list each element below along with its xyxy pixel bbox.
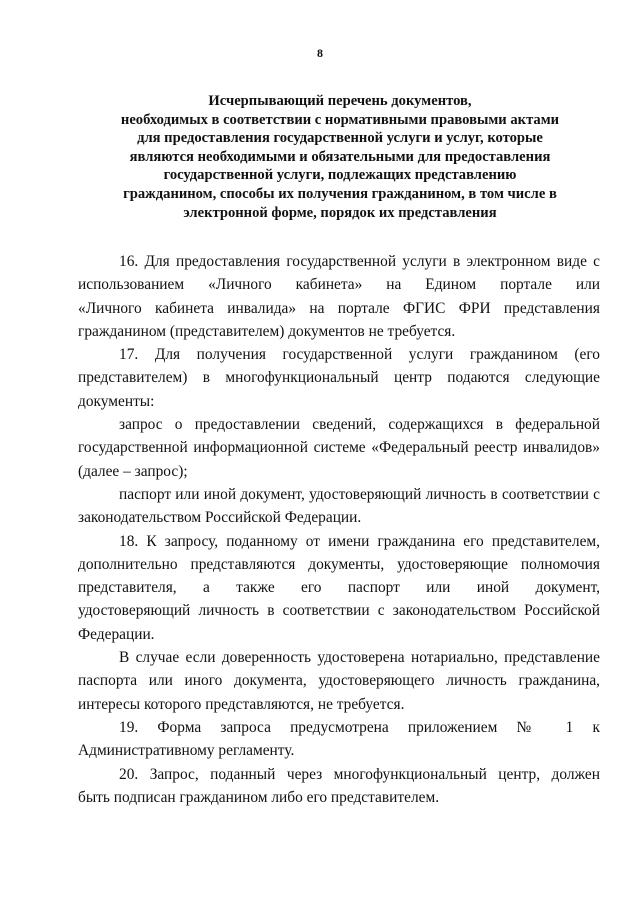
paragraph-20	[78, 763, 600, 810]
text-line: «Личного кабинета инвалида» на портале ФГИС ФРИ представления	[78, 299, 600, 317]
paragraph-18	[78, 530, 600, 646]
text-line: 19. Форма запроса предусмотрена приложением № 1 к	[119, 718, 600, 736]
text-line: В случае если доверенность удостоверена нотариально, представление	[119, 649, 600, 667]
text-line: законодательством Российской Федерации.	[78, 509, 362, 527]
text-line: паспорта или иного документа, удостоверяющего личность гражданина,	[78, 672, 600, 690]
page-number: 8	[317, 46, 323, 60]
text-line: (далее – запрос);	[78, 462, 188, 480]
title-line: государственной услуги, подлежащих представлению	[163, 167, 517, 184]
title-line: электронной форме, порядок их представления	[183, 204, 497, 221]
text-line: 18. К запросу, поданному от имени гражданина его представителем,	[119, 532, 600, 550]
title-line: необходимых в соответствии с нормативными правовыми актами	[120, 111, 560, 128]
text-line: представителем) в многофункциональный центр подаются следующие	[78, 369, 600, 387]
text-line: удостоверяющий личность в соответствии с законодательством Российской	[78, 602, 600, 620]
paragraph-17	[78, 343, 600, 413]
text-line: Административному регламенту.	[78, 742, 295, 760]
text-line: использованием «Личного кабинета» на Едином портале или	[78, 276, 600, 294]
document-body	[78, 250, 600, 809]
paragraph-16	[78, 250, 600, 343]
text-line: быть подписан гражданином либо его представителем.	[78, 788, 440, 806]
text-line: документы:	[78, 392, 155, 410]
section-title	[80, 92, 600, 222]
text-line: запрос о предоставлении сведений, содержащихся в федеральной	[119, 416, 600, 434]
paragraph-19	[78, 716, 600, 763]
text-line: представителя, а также его паспорт или иной документ,	[78, 579, 600, 597]
text-line: 16. Для предоставления государственной услуги в электронном виде с	[119, 253, 600, 270]
text-line: паспорт или иной документ, удостоверяющий личность в соответствии с	[119, 485, 600, 503]
text-line: дополнительно представляются документы, удостоверяющие полномочия	[78, 555, 600, 573]
text-line: интересы которого представляются, не требуется.	[78, 695, 405, 713]
text-line: Федерации.	[78, 625, 155, 643]
text-line: 17. Для получения государственной услуги гражданином (его	[119, 346, 600, 364]
text-line: гражданином (представителем) документов не требуется.	[78, 322, 456, 340]
title-line: являются необходимыми и обязательными для предоставления	[129, 148, 551, 165]
text-line: государственной информационной системе «Федеральный реестр инвалидов»	[78, 439, 600, 457]
text-line: 20. Запрос, поданный через многофункциональный центр, должен	[119, 765, 600, 783]
paragraph-passport-item	[78, 483, 600, 530]
title-line: для предоставления государственной услуги и услуг, которые	[137, 130, 543, 147]
paragraph-request-item	[78, 413, 600, 483]
title-line: гражданином, способы их получения гражданином, в том числе в	[123, 185, 557, 202]
paragraph-notary	[78, 646, 600, 716]
title-line: Исчерпывающий перечень документов,	[208, 93, 472, 109]
